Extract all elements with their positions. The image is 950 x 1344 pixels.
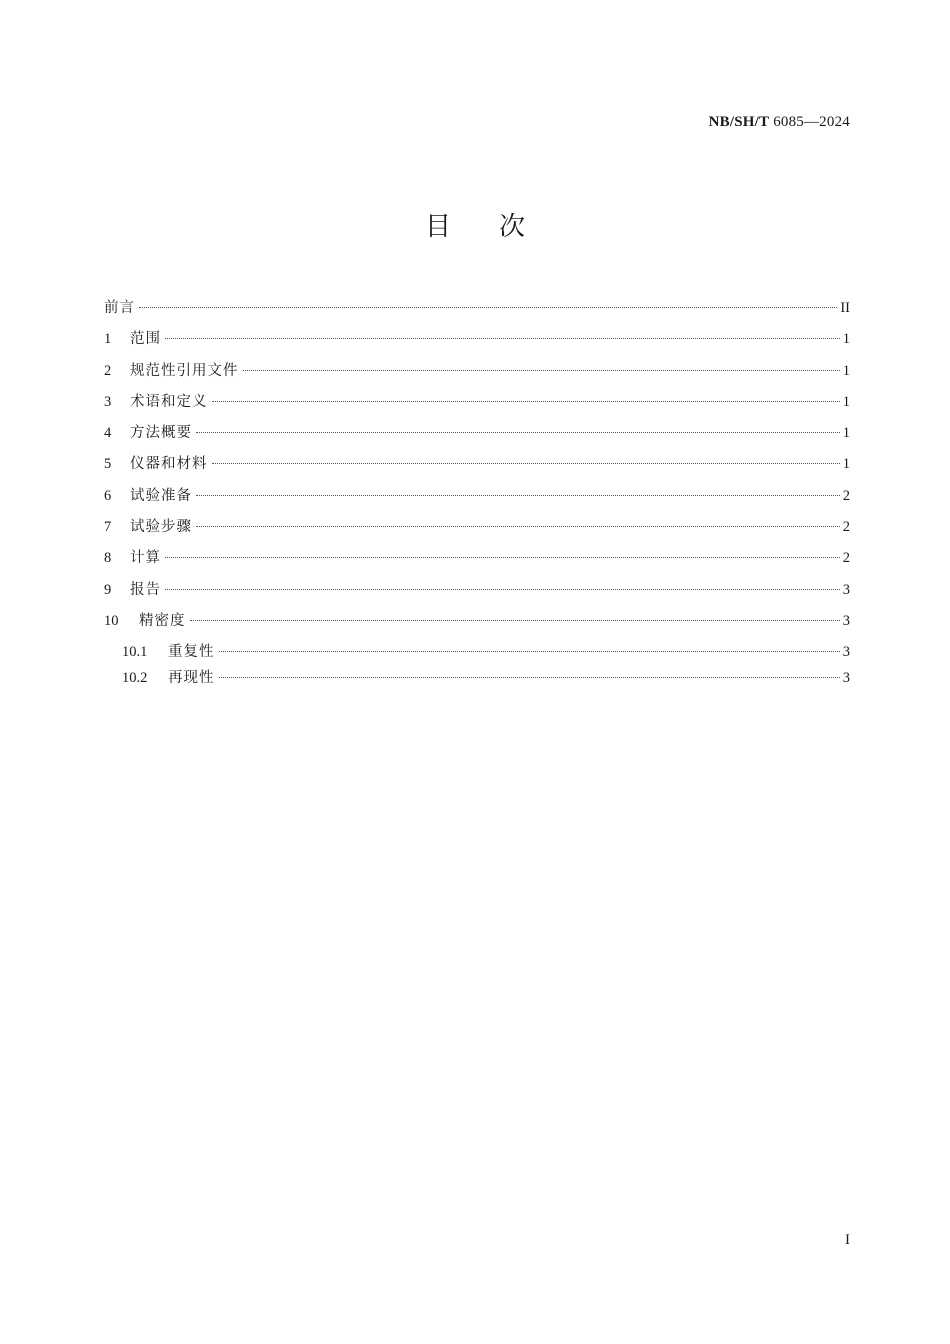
toc-leader-dots — [196, 526, 840, 527]
toc-entry-page: 3 — [842, 644, 850, 661]
toc-entry-number: 10 — [104, 612, 119, 629]
toc-entry-label: 精密度 — [139, 612, 186, 629]
toc-leader-dots — [139, 307, 837, 308]
toc-leader-dots — [190, 620, 840, 621]
toc-entry-foreword[interactable] — [104, 296, 850, 327]
toc-entry-page: 1 — [842, 331, 850, 348]
toc-entry-terms-definitions[interactable] — [104, 390, 850, 421]
toc-entry-page: 1 — [842, 393, 850, 410]
toc-entry-page: 1 — [842, 425, 850, 442]
toc-leader-dots — [165, 589, 840, 590]
toc-entry-test-preparation[interactable] — [104, 484, 850, 515]
toc-entry-label: 前言 — [104, 300, 135, 316]
toc-entry-label: 再现性 — [168, 670, 215, 687]
standard-code — [709, 114, 850, 131]
toc-leader-dots — [212, 401, 840, 402]
table-of-contents — [104, 296, 850, 692]
toc-entry-number: 10.2 — [122, 670, 148, 687]
toc-leader-dots — [196, 432, 840, 433]
toc-leader-dots — [243, 370, 840, 371]
toc-entry-number: 1 — [104, 331, 112, 348]
toc-entry-number: 9 — [104, 581, 112, 598]
toc-entry-precision[interactable] — [104, 609, 850, 640]
toc-entry-label: 试验步骤 — [130, 519, 192, 536]
toc-entry-page: 1 — [842, 456, 850, 473]
toc-entry-number: 5 — [104, 456, 112, 473]
toc-entry-label: 重复性 — [168, 644, 215, 661]
toc-entry-number: 6 — [104, 487, 112, 504]
toc-entry-number: 8 — [104, 550, 112, 567]
toc-entry-label: 报告 — [130, 581, 161, 598]
toc-entry-label: 计算 — [130, 550, 161, 567]
toc-entry-label: 试验准备 — [130, 487, 192, 504]
toc-entry-page: 1 — [842, 362, 850, 379]
toc-entry-number: 4 — [104, 425, 112, 442]
toc-leader-dots — [219, 677, 840, 678]
toc-entry-test-procedure[interactable] — [104, 515, 850, 546]
page-title: 目次 — [424, 212, 573, 242]
standard-code-number: 6085—2024 — [773, 114, 850, 130]
toc-entry-page: 2 — [842, 487, 850, 504]
toc-entry-label: 范围 — [130, 331, 161, 348]
toc-entry-number: 7 — [104, 519, 112, 536]
toc-entry-calculation[interactable] — [104, 546, 850, 577]
toc-entry-scope[interactable] — [104, 327, 850, 358]
toc-entry-normative-references[interactable] — [104, 359, 850, 390]
standard-code-prefix: NB/SH/T — [708, 114, 770, 130]
toc-entry-page: 3 — [842, 612, 850, 629]
toc-entry-label: 方法概要 — [130, 425, 192, 442]
toc-leader-dots — [165, 338, 840, 339]
toc-entry-number: 3 — [104, 393, 112, 410]
toc-entry-method-summary[interactable] — [104, 421, 850, 452]
toc-entry-page: 2 — [842, 550, 850, 567]
toc-leader-dots — [165, 557, 840, 558]
toc-entry-label: 规范性引用文件 — [130, 362, 239, 379]
toc-entry-number: 2 — [104, 362, 112, 379]
toc-leader-dots — [219, 651, 840, 652]
toc-entry-label: 术语和定义 — [130, 393, 208, 410]
toc-entry-page: II — [840, 300, 850, 316]
toc-entry-reproducibility[interactable] — [104, 666, 850, 692]
toc-entry-page: 3 — [842, 581, 850, 598]
toc-leader-dots — [196, 495, 840, 496]
toc-leader-dots — [212, 463, 840, 464]
toc-entry-page: 3 — [842, 670, 850, 687]
toc-entry-number: 10.1 — [122, 644, 148, 661]
toc-entry-apparatus-materials[interactable] — [104, 452, 850, 483]
toc-entry-label: 仪器和材料 — [130, 456, 208, 473]
toc-entry-report[interactable] — [104, 578, 850, 609]
toc-entry-repeatability[interactable] — [104, 640, 850, 666]
toc-entry-page: 2 — [842, 519, 850, 536]
page-number: I — [845, 1232, 850, 1248]
